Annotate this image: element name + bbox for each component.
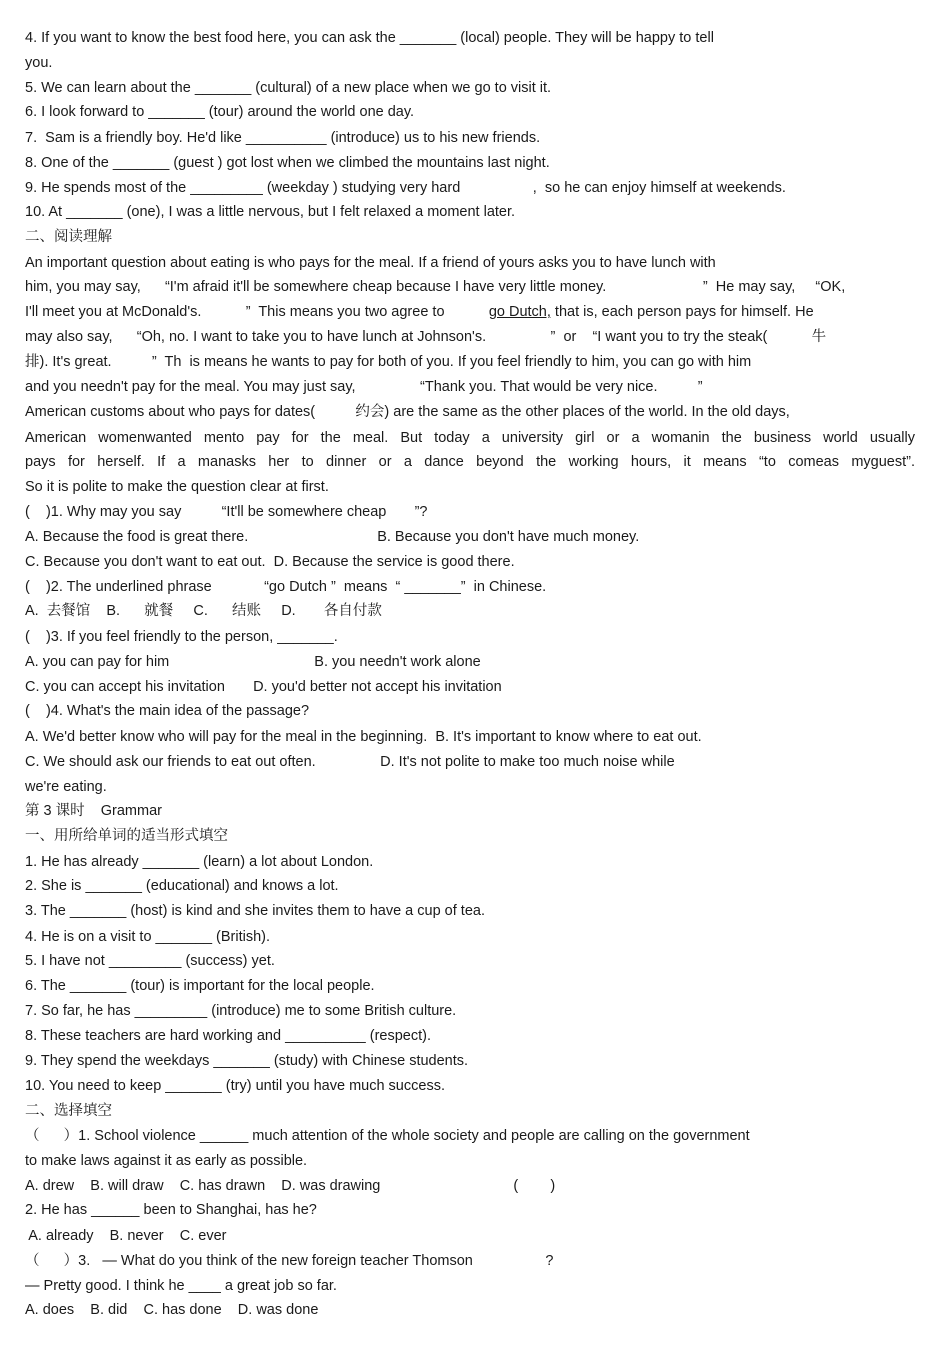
- question-3-options: C. you can accept his invitation D. you'd better not accept his invitation: [25, 679, 502, 695]
- grammar-item: 7. So far, he has _________ (introduce) me to some British culture.: [25, 1003, 457, 1019]
- choice-question-3: （ ）3. — What do you think of the new foreign teacher Thomson ?: [25, 1253, 554, 1269]
- question-4-options: we're eating.: [25, 779, 107, 795]
- grammar-item: 5. I have not _________ (success) yet.: [25, 953, 275, 969]
- question-4: ( )4. What's the main idea of the passage?: [25, 703, 310, 719]
- question-1: ( )1. Why may you say “It'll be somewhere cheap ”?: [25, 504, 428, 520]
- grammar-item: 9. They spend the weekdays _______ (study) with Chinese students.: [25, 1053, 469, 1069]
- choice-question-3-options: A. does B. did C. has done D. was done: [25, 1302, 319, 1318]
- fill-heading: 一、用所给单词的适当形式填空: [25, 828, 228, 844]
- passage-line: him, you may say, “I'm afraid it'll be somewhere cheap because I have very little money. ” He may say, “OK,: [25, 279, 846, 295]
- question-3: ( )3. If you feel friendly to the person, _______.: [25, 629, 338, 645]
- grammar-item: 6. The _______ (tour) is important for the local people.: [25, 978, 375, 994]
- fill-item-4: 4. If you want to know the best food here, you can ask the _______ (local) people. They will be happy to tell: [25, 30, 714, 46]
- passage-line: 排). It's great. ” Th is means he wants to pay for both of you. If you feel friendly to him, you can go with him: [25, 354, 752, 370]
- passage-line: American womenwanted mento pay for the meal. But today a university girl or a womanin the business world usually: [25, 430, 915, 446]
- choice-question-1-options: A. drew B. will draw C. has drawn D. was drawing ( ): [25, 1178, 556, 1194]
- question-1-options: C. Because you don't want to eat out. D. Because the service is good there.: [25, 554, 515, 570]
- passage-line: may also say, “Oh, no. I want to take you to have lunch at Johnson's. ” or “I want you to try the steak( 牛: [25, 329, 827, 345]
- underlined-phrase: go Dutch,: [488, 304, 551, 320]
- question-3-options: A. you can pay for him B. you needn't work alone: [25, 654, 481, 670]
- passage-line: pays for herself. If a manasks her to dinner or a dance beyond the working hours, it means “to comeas myguest”.: [25, 454, 915, 470]
- question-1-options: A. Because the food is great there. B. Because you don't have much money.: [25, 529, 640, 545]
- passage-line: and you needn't pay for the meal. You may just say, “Thank you. That would be very nice. ”: [25, 379, 703, 395]
- passage-line: An important question about eating is who pays for the meal. If a friend of yours asks you to have lunch with: [25, 255, 716, 271]
- choice-question-1-cont: to make laws against it as early as possible.: [25, 1153, 308, 1169]
- fill-item-10: 10. At _______ (one), I was a little nervous, but I felt relaxed a moment later.: [25, 204, 516, 220]
- passage-line: So it is polite to make the question clear at first.: [25, 479, 329, 495]
- question-4-options: A. We'd better know who will pay for the meal in the beginning. B. It's important to know where to eat out.: [25, 729, 702, 745]
- reading-heading: 二、阅读理解: [25, 229, 112, 245]
- passage-line: American customs about who pays for dates( 约会) are the same as the other places of the world. In the old days,: [25, 404, 790, 420]
- question-4-options: C. We should ask our friends to eat out often. D. It's not polite to make too much noise while: [25, 754, 675, 770]
- fill-item-4-cont: you.: [25, 55, 53, 71]
- fill-item-5: 5. We can learn about the _______ (cultural) of a new place when we go to visit it.: [25, 80, 552, 96]
- grammar-item: 4. He is on a visit to _______ (British).: [25, 929, 271, 945]
- fill-item-9: 9. He spends most of the _________ (weekday ) studying very hard , so he can enjoy himself at weekends.: [25, 180, 786, 196]
- passage-text: that is, each person pays for himself. He: [550, 304, 814, 320]
- choice-question-2: 2. He has ______ been to Shanghai, has he?: [25, 1202, 317, 1218]
- fill-item-7: 7. Sam is a friendly boy. He'd like __________ (introduce) us to his new friends.: [25, 130, 541, 146]
- choice-heading: 二、选择填空: [25, 1103, 112, 1119]
- choice-question-3-answer: — Pretty good. I think he ____ a great job so far.: [25, 1278, 337, 1294]
- grammar-item: 10. You need to keep _______ (try) until you have much success.: [25, 1078, 445, 1094]
- passage-text: I'll meet you at McDonald's. ” This means you two agree to: [25, 304, 489, 320]
- choice-question-2-options: A. already B. never C. ever: [25, 1228, 227, 1244]
- fill-item-6: 6. I look forward to _______ (tour) around the world one day.: [25, 104, 415, 120]
- grammar-item: 3. The _______ (host) is kind and she invites them to have a cup of tea.: [25, 903, 485, 919]
- fill-item-8: 8. One of the _______ (guest ) got lost when we climbed the mountains last night.: [25, 155, 550, 171]
- grammar-item: 8. These teachers are hard working and __________ (respect).: [25, 1028, 431, 1044]
- grammar-item: 1. He has already _______ (learn) a lot about London.: [25, 854, 374, 870]
- question-2: ( )2. The underlined phrase “go Dutch ” means “ _______” in Chinese.: [25, 579, 547, 595]
- lesson-title: 第 3 课时 Grammar: [25, 803, 162, 819]
- question-2-options: A. 去餐馆 B. 就餐 C. 结账 D. 各自付款: [25, 603, 382, 619]
- passage-line: [25, 303, 814, 321]
- choice-question-1: （ ）1. School violence ______ much attention of the whole society and people are calling on the government: [25, 1128, 750, 1144]
- grammar-item: 2. She is _______ (educational) and knows a lot.: [25, 878, 339, 894]
